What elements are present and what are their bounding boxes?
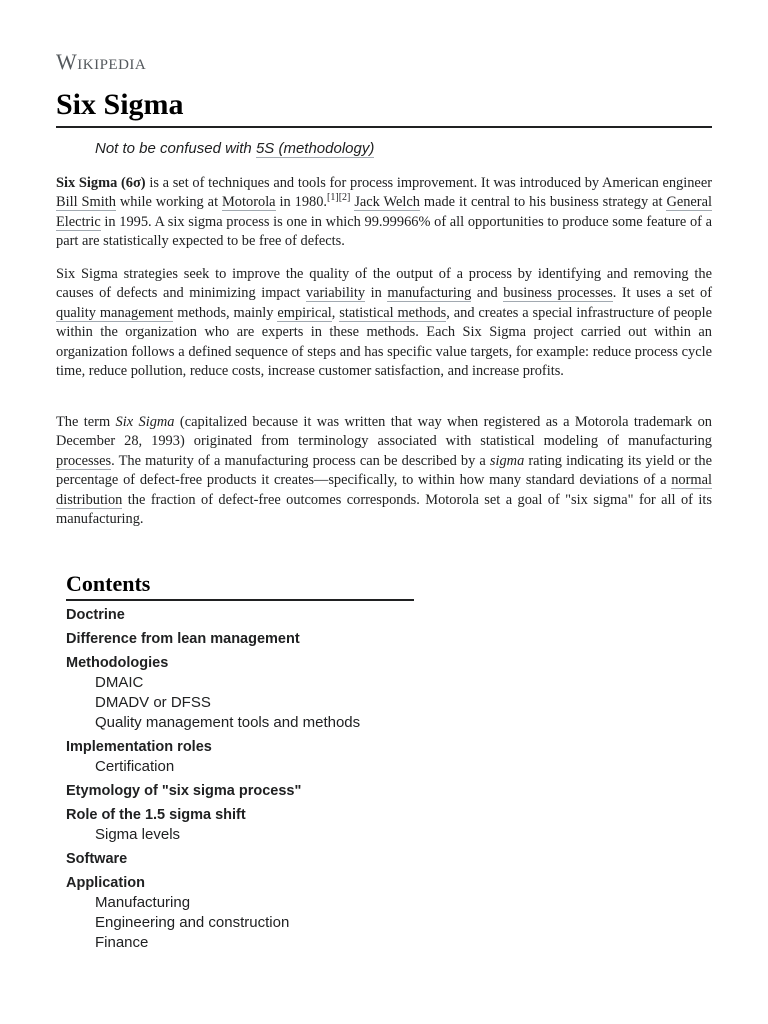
toc-link-doctrine[interactable]: Doctrine xyxy=(66,607,125,623)
link-processes[interactable]: processes xyxy=(56,452,112,469)
link-5s-methodology[interactable]: 5S (methodology) xyxy=(255,140,375,157)
toc-sublink-engineering-and-construction[interactable]: Engineering and construction xyxy=(95,914,290,931)
toc-sublist xyxy=(66,825,414,845)
text: in xyxy=(365,285,388,302)
text: (capitalized because it was written that way when registered as a Motorola trademark on December 28, 1993) originated from terminology associated with statistical modeling of manufacturing xyxy=(56,414,712,450)
page-title: Six Sigma xyxy=(56,86,712,128)
toc-item xyxy=(66,605,414,625)
text: . It uses a set of xyxy=(612,285,712,302)
toc-sublink-manufacturing[interactable]: Manufacturing xyxy=(95,894,191,911)
text: made it central to his business strategy at xyxy=(419,194,667,211)
link-general-electric[interactable]: General Electric xyxy=(56,194,712,230)
term-italic: sigma xyxy=(489,452,525,469)
text: , and creates a special infrastructure of people within the organization who are experts in these methods. Each Six Sigma project carried out within an organization follows a defined sequence of steps and has specific value targets, for example: reduce process cycle time, reduce pollution, reduce costs, increase customer satisfaction, and increase profits. xyxy=(56,304,713,380)
toc-item xyxy=(66,653,414,733)
text: is a set of techniques and tools for process improvement. It was introduced by American engineer xyxy=(145,175,713,191)
toc-sublist xyxy=(66,673,414,733)
link-statistical-methods[interactable]: statistical methods xyxy=(339,304,447,321)
term-six-sigma-bold: Six Sigma (6σ) xyxy=(56,175,146,191)
toc-item xyxy=(66,629,414,649)
link-business-processes[interactable]: business processes xyxy=(503,285,613,302)
toc-link-difference-from-lean-management[interactable]: Difference from lean management xyxy=(66,631,300,647)
reference-citation[interactable]: [1][2] xyxy=(327,191,351,203)
link-normal-distribution[interactable]: normal distribution xyxy=(56,472,712,508)
toc-item xyxy=(66,849,414,869)
toc-sublist xyxy=(66,893,414,953)
text: . The maturity of a manufacturing process can be described by a xyxy=(111,452,490,469)
link-bill-smith[interactable]: Bill Smith xyxy=(56,194,116,211)
link-motorola[interactable]: Motorola xyxy=(222,194,276,211)
toc-link-implementation-roles[interactable]: Implementation roles xyxy=(66,739,212,755)
hatnote xyxy=(95,140,374,158)
toc-sublink-certification[interactable]: Certification xyxy=(95,758,175,775)
toc-link-etymology-of-six-sigma-process[interactable]: Etymology of "six sigma process" xyxy=(66,783,302,799)
intro-paragraph-2 xyxy=(56,265,712,381)
link-empirical[interactable]: empirical xyxy=(277,304,332,321)
intro-paragraph-1 xyxy=(56,174,712,252)
text: and xyxy=(471,285,504,302)
text: methods, mainly xyxy=(173,304,278,321)
text: in 1980. xyxy=(275,194,328,211)
toc-sublist xyxy=(66,757,414,777)
hatnote-text: Not to be confused with xyxy=(95,140,256,157)
wikipedia-logo[interactable]: Wikipedia xyxy=(56,49,147,74)
toc-item xyxy=(66,781,414,801)
toc-sublink-dmaic[interactable]: DMAIC xyxy=(95,674,144,691)
toc-sublink-sigma-levels[interactable]: Sigma levels xyxy=(95,826,181,843)
text: rating indicating its yield or the percentage of defect-free products it creates—specifically, to within how many standard deviations of a xyxy=(56,452,713,489)
text: The term xyxy=(56,414,116,430)
text: , xyxy=(331,304,340,321)
text: in 1995. A six sigma process is one in which 99.99966% of all opportunities to produce some feature of a part are statistically expected to be free of defects. xyxy=(56,213,712,250)
toc-link-application[interactable]: Application xyxy=(66,875,145,891)
toc-item xyxy=(66,805,414,845)
intro-paragraph-3 xyxy=(56,413,712,529)
table-of-contents xyxy=(66,570,414,957)
link-manufacturing[interactable]: manufacturing xyxy=(387,285,472,302)
toc-item xyxy=(66,737,414,777)
term-italic: Six Sigma xyxy=(115,414,175,430)
toc-item xyxy=(66,873,414,953)
text: Six Sigma strategies seek to improve the quality of the output of a process by identifying and removing the causes of defects and minimizing impact xyxy=(56,266,712,302)
toc-sublink-finance[interactable]: Finance xyxy=(95,934,149,951)
toc-link-methodologies[interactable]: Methodologies xyxy=(66,655,169,671)
toc-link-role-of-the-1-5-sigma-shift[interactable]: Role of the 1.5 sigma shift xyxy=(66,807,246,823)
toc-link-software[interactable]: Software xyxy=(66,851,128,867)
link-jack-welch[interactable]: Jack Welch xyxy=(354,194,420,211)
link-variability[interactable]: variability xyxy=(305,285,366,302)
toc-sublink-dmadv-or-dfss[interactable]: DMADV or DFSS xyxy=(95,694,211,711)
toc-list xyxy=(66,605,414,953)
text: while working at xyxy=(115,194,223,211)
toc-sublink-quality-management-tools-and-methods[interactable]: Quality management tools and methods xyxy=(95,714,361,731)
contents-title: Contents xyxy=(66,570,414,601)
text: the fraction of defect-free outcomes corresponds. Motorola set a goal of "six sigma" for all of its manufacturing. xyxy=(56,491,712,528)
link-quality-management[interactable]: quality management xyxy=(56,304,174,321)
